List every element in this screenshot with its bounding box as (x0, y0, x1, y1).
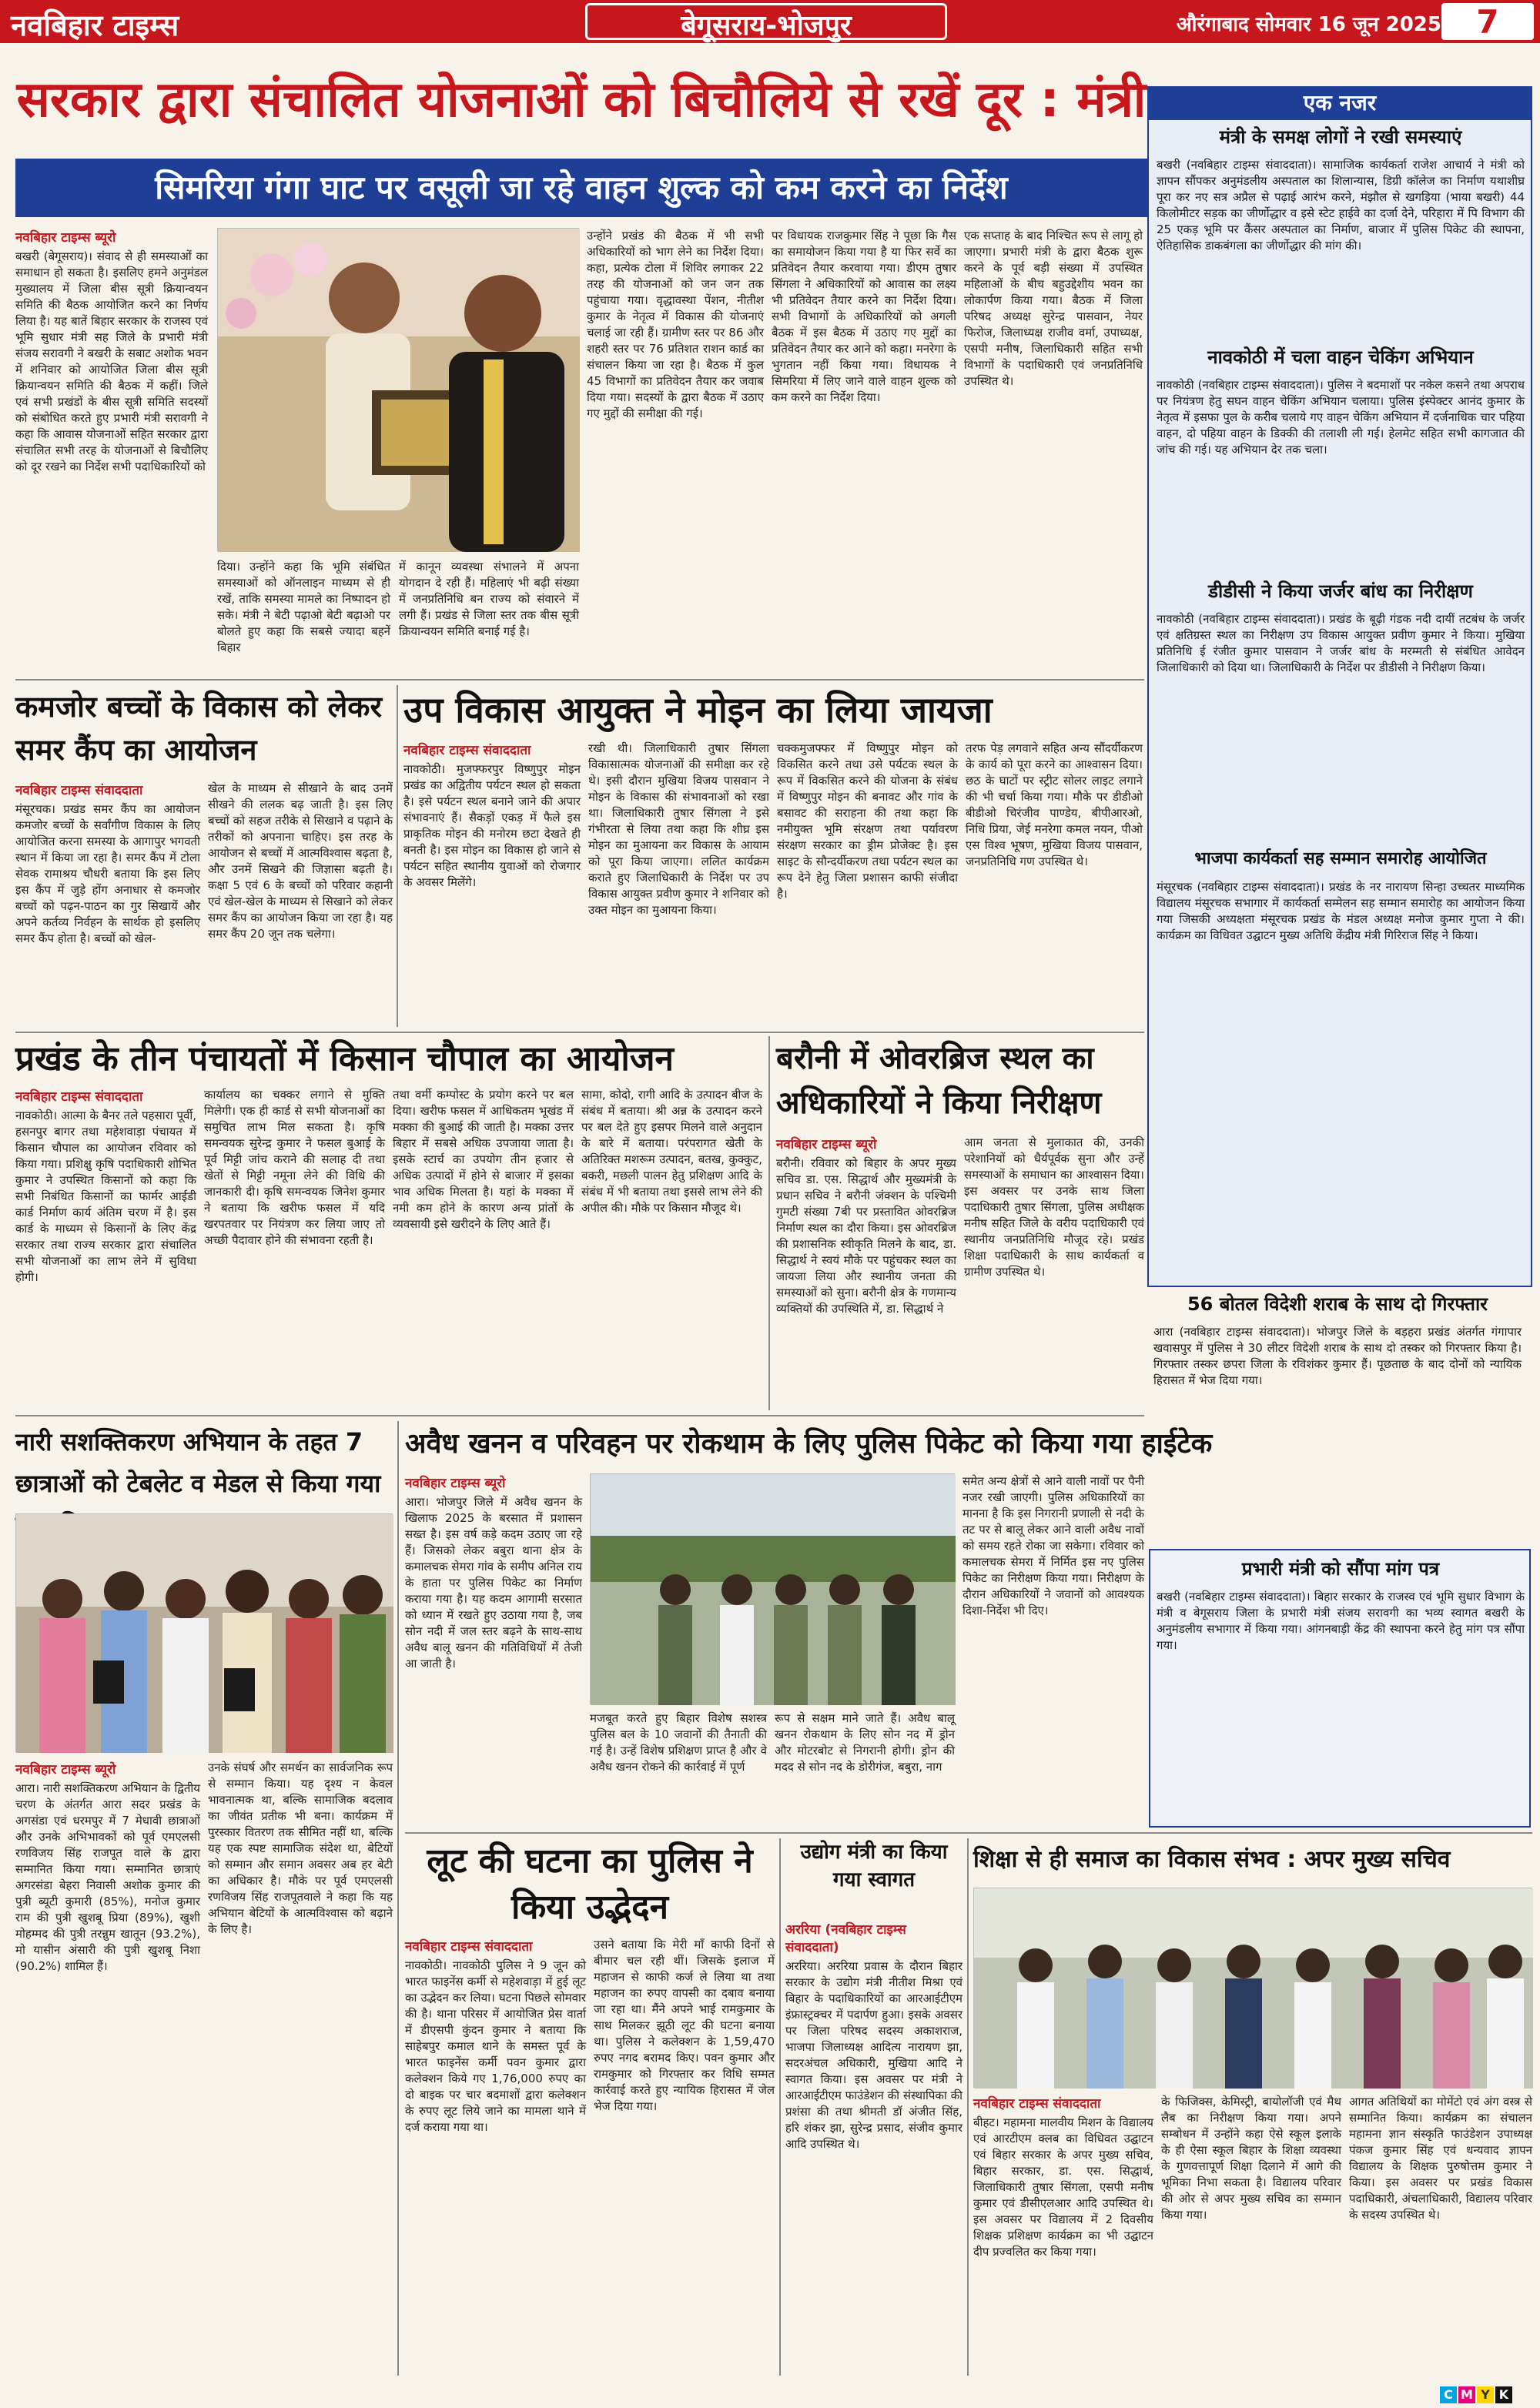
sidebar-story-2-title: नावकोठी में चला वाहन चेकिंग अभियान (1207, 346, 1474, 368)
black-mark: K (1495, 2386, 1512, 2403)
education-byline: नवबिहार टाइम्स संवाददाता (973, 2096, 1101, 2112)
lead-column-2 (217, 559, 390, 674)
sidebar-story-6-text: बखरी (नवबिहार टाइम्स संवाददाता)। बिहार सरकार के राजस्व एवं भूमि सुधार विभाग के मंत्री व बेगूसराय जिला के प्रभारी मंत्री संजय सरावगी का भव्य स्वागत बखरी के अनुमंडलीय सभागार में किया गया। आंगनबाड़ी केंद्र की स्थापना करने हेतु मांग पत्र सौंपा गया। (1157, 1590, 1525, 1652)
lead-byline: नवबिहार टाइम्स ब्यूरो (15, 230, 116, 246)
police-picket-photo-illustration (591, 1474, 956, 1705)
camp-text-2: खेल के माध्यम से सीखाने के बाद उनमें सीखने की ललक बढ़ जाती है। इस लिए बच्चों को सहज तरीके से सिखाने व पढ़ाने के तरीकों को अपनाना चाहिए। इस तरह के आयोजन से बच्चों में आत्मविश्वास बढ़ता है, और उनमें सिखने की जिज्ञासा बढ़ती है। कक्षा 5 एवं 6 के बच्चों को परिवार कहानी एवं खेल-खेल के माध्यम से सिखाने को लेकर समर कैंप का आयोजन किया जा रहा है। यह समर कैंप 20 जून तक चलेगा। (208, 781, 393, 941)
overbridge-text-2: आम जनता से मुलाकात की, उनकी परेशानियों को धैर्यपूर्वक सुना और उन्हें समस्याओं के समाधान का आश्वासन दिया। इस अवसर पर उनके साथ जिला पदाधिकारी तुषार सिंगला, पुलिस अधीक्षक मनीष सहित जिले के वरीय पदाधिकारी एवं स्थानीय जनप्रतिनिधि मौजूद रहे। प्रखंड शिक्षा पदाधिकारी के साथ कार्यकर्ता व ग्रामीण उपस्थित थे। (964, 1135, 1144, 1279)
sidebar-story-4-text: मंसूरचक (नवबिहार टाइम्स संवाददाता)। प्रखंड के नर नारायण सिन्हा उच्चतर माध्यमिक विद्यालय मंसूरचक सभागार में कार्यकर्ता सम्मेलन सह सम्मान समारोह का आयोजन किया गया जिसकी अध्यक्षता मंसूरचक प्रखंड के मंडल अध्यक्ष मनोज कुमार गुप्ता ने की। कार्यक्रम का विधिवत उद्घाटन मुख्य अतिथि केंद्रीय मंत्री गिरिराज सिंह ने किया। (1157, 880, 1525, 942)
ddc-column-4 (966, 741, 1143, 1027)
cyan-mark: C (1440, 2386, 1457, 2403)
ddc-text-4: तरफ पेड़ लगवाने सहित अन्य सौंदर्यीकरण के कार्य को पूरा करने का आश्वासन दिया। छठ के घाटों पर स्ट्रीट सोलर लाइट लगाने की भी चर्चा किया गया। मौके पर डीडीओ बीडीओ चिरंजीव पाण्डेय, बीपीआरओ, निधि प्रिया, जेई मनरेगा कमल नयन, पीओ एस विश्व भूषण, मुखिया विजय पासवान, जनप्रतिनिधि गण उपस्थित थे। (966, 741, 1143, 868)
chaupal-headline: प्रखंड के तीन पंचायतों में किसान चौपाल का आयोजन (15, 1039, 674, 1079)
loot-column-1 (405, 1937, 586, 2376)
lead-column-4 (587, 228, 764, 674)
brand-name: नवबिहार टाइम्स (11, 8, 179, 42)
ddc-text-3: चक्कमुजफ्फर में विष्णुपुर मोइन को विकसित करने तथा उसे पर्यटक स्थल के रूप में विकसित करने की योजना के संबंध में विष्णुपुर मोइन की बनावट और गांव के बसावट की सराहना की तथा कहा कि नमीयुक्त भूमि संरक्षण तथा पर्यावरण संरक्षण सरकार का ड्रीम प्रोजेक्ट है। इस साइट के सौन्दर्यीकरण तथा पर्यटन स्थल का रूप देने हेतु जिला प्रशासन काफी संजीदा है। (777, 741, 958, 901)
lead-text-5: पर विधायक राजकुमार सिंह ने पूछा कि गैस का समायोजन किया गया है या फिर सर्वे का प्रतिवेदन तैयार करवाया गया। डीएम तुषार सिंगला ने अधिकारियों को आवास का लक्ष्य भी प्रतिवेदन तैयार करने का निर्देश दिया। सभी विभागों के अधिकारियों को अगली बैठक में इस बैठक में उठाए गए मुद्दों का प्रतिवेदन तैयार कर आने को कहा। मनरेगा के भुगतान नहीं किया गया। विधायक ने सिमरिया में लिए जाने वाले वाहन शुल्क को कम करने का निर्देश दिया। (772, 229, 956, 404)
edition-title: बेगूसराय-भोजपुर (585, 3, 947, 40)
mining-column-4 (962, 1473, 1144, 1828)
divider (397, 1421, 399, 2376)
girls-column-2 (208, 1760, 393, 2376)
minister-text-1: अररिया। अररिया प्रवास के दौरान बिहार सरकार के उद्योग मंत्री नीतीश मिश्रा एवं बिहार के पदाधिकारियों का आरआईटीएम इंफ्रास्ट्रक्चर में पदार्पण हुआ। इसके अवसर पर जिला परिषद सदस्य अकाशराज, भाजपा जिलाध्यक्ष आदित्य नारायण झा, सदरअंचल अधिकारी, मुखिया आदि ने स्वागत किया। इस अवसर पर मंत्री ने आरआईटीएम फाउंडेशन की संस्थापिका की प्रशंसा की तथा श्रीमती डॉ अंजीत सिंह, हरि शंकर झा, सुरेन्द्र प्रसाद, संजीव कुमार आदि उपस्थित थे। (785, 1959, 962, 2151)
girls-photo (15, 1513, 393, 1752)
lead-headline: सरकार द्वारा संचालित योजनाओं को बिचौलिये से रखें दूर : मंत्री (16, 72, 1147, 129)
ddc-column-2 (588, 741, 769, 1027)
divider (768, 1036, 770, 1410)
chaupal-text-2: कार्यालय का चक्कर लगाने से मुक्ति मिलेगी। एक ही कार्ड से सभी योजनाओं का समुचित लाभ मिल सकता है। कृषि समन्वयक सुरेन्द्र कुमार ने फसल बुआई के पूर्व मिट्टी जांच कराने की सलाह दी तथा खेतों से मिट्टी नमूना लेने की विधि की जानकारी दी। कृषि समन्वयक जिनेश कुमार ने बताया कि खरीफ फसल में यदि खरपतवार पर नियंत्रण कर लिया जाए तो अच्छी पैदावार होने की संभावना रहती है। (204, 1088, 385, 1247)
lead-photo (217, 228, 579, 551)
sidebar-story-1-title: मंत्री के समक्ष लोगों ने रखी समस्याएं (1219, 126, 1462, 148)
divider (15, 1032, 1144, 1033)
girls-headline: नारी सशक्तिकरण अभियान के तहत 7 छात्राओं को टेबलेट व मेडल से किया गया (15, 1427, 381, 1498)
sidebar-story-2-text: नावकोठी (नवबिहार टाइम्स संवाददाता)। पुलिस ने बदमाशों पर नकेल कसने तथा अपराध पर नियंत्रण हेतु सघन वाहन चेकिंग अभियान चलाया। पुलिस इंस्पेक्टर आनंद कुमार के नेतृत्व में इसफा पुल के करीब चलाये गए वाहन चेकिंग अभियान में दर्जनाधिक चार पहिया वाहन, दो पहिया वाहन के डिक्की की तलाशी ली गई। हेलमेट सहित सभी कागजात की जांच की गई। यह अभियान देर तक चला। (1157, 378, 1525, 457)
lead-column-6 (964, 228, 1143, 674)
magenta-mark: M (1458, 2386, 1475, 2403)
girls-byline: नवबिहार टाइम्स ब्यूरो (15, 1762, 116, 1778)
mining-text-1: आरा। भोजपुर जिले में अवैध खनन के खिलाफ 2025 के बरसात में प्रशासन सख्त है। इस वर्ष कड़े कदम उठाए जा रहे हैं। जिसको लेकर बबुरा थाना क्षेत्र के कमालचक सेमरा गांव के समीप अनिल राय के हाता पर पुलिस पिकेट का निर्माण कराया गया है। यह कदम आगामी सरसात को ध्यान में रखते हुए उठाया गया है, जब सोन नदी में जल स्तर बढ़ने के साथ-साथ अवैध बालू खनन की गतिविधियों में तेजी आ जाती है। (405, 1495, 582, 1671)
lead-text-1: बखरी (बेगूसराय)। संवाद से ही समस्याओं का समाधान हो सकता है। इसलिए हमने अनुमंडल मुख्यालय में जिला बीस सूत्री क्रियान्वयन समिति की बैठक आयोजित करने का निर्णय लिया है। यह बातें बिहार सरकार के राजस्व एवं भूमि सुधार मंत्री सह जिले के प्रभारी मंत्री संजय सरावगी ने बखरी के सबाट अशोक भवन में शनिवार को आयोजित जिला बीस सूत्री क्रियान्वयन समिति की बैठक में कहीं। जिले एवं सभी प्रखंडों के बीस सूत्री समिति सदस्यों को संबोधित करते हुए प्रभारी मंत्री सरावगी ने कहा कि आवास योजनाओं सहित सरकार द्वारा संचालित सभी तरह के योजनाओं से बिचौलिए को दूर रखने का निर्देश सभी पदाधिकारियों को (15, 249, 208, 473)
girls-text-1: आरा। नारी सशक्तिकरण अभियान के द्वितीय चरण के अंतर्गत आरा सदर प्रखंड के अगसंडा एवं धरमपुर में 7 मेधावी छात्राओं और उनके अभिभावकों को पूर्व एमएलसी रणविजय सिंह राजपूत वाले के द्वारा सम्मानित किया गया। सम्मानित छात्राएं अगरसंडा बेहरा निवासी अशोक कुमार की पुत्री ब्यूटी कुमारी (85%), मनोज कुमार राम की पुत्री खुशबू प्रिया (89%), खुशी मोहम्मद की पुत्री तरन्नुम खातून (93.2%), मो यासीन अंसारी की पुत्री खुशबू निशा (90.2%) शामिल हैं। (15, 1781, 200, 1973)
education-column-2 (1161, 2094, 1341, 2376)
ddc-text-1: नावकोठी। मुजफ्फरपुर विष्णुपुर मोइन प्रखंड का अद्वितीय पर्यटन स्थल हो सकता है। इसे पर्यटन स्थल बनाने जाने की अपार संभावनाएं हैं। सैकड़ों एकड़ में फैले इस प्राकृतिक मोइन की मनोरम छटा देखते ही बनती है। इस मोइन का विकास हो जाने से पर्यटन सहित स्थानीय युवाओं को रोजगार के अवसर मिलेंगे। (403, 762, 581, 889)
divider (397, 685, 398, 1027)
overbridge-column-2 (964, 1135, 1144, 1410)
loot-column-2 (594, 1937, 775, 2376)
ddc-column-3 (777, 741, 958, 1027)
sidebar-story-1-text: बखरी (नवबिहार टाइम्स संवाददाता)। सामाजिक कार्यकर्ता राजेश आचार्य ने मंत्री को ज्ञापन सौंपकर अनुमंडलीय अस्पताल का शिलान्यास, डिग्री कॉलेज का निर्माण यथाशीघ्र पूरा कर नए सत्र अप्रैल से पढ़ाई आरंभ करने, मंझौल से खगड़िया (भाया बखरी) 44 किलोमीटर सड़क का जीर्णोद्धार व इसे स्टेट हाईवे का दर्जा देने, परिहारा में पि विभाग की 25 एकड़ भूमि पर कैंसर अस्पताल का निर्माण, बाजार में पुलिस पिकेट की स्थापना, ऐतिहासिक डाकबंगला का जीर्णोद्धार की मांग की। (1157, 158, 1525, 253)
divider (15, 679, 1144, 681)
lead-text-3: में कानून व्यवस्था संभालने में अपना योगदान दे रही हैं। महिलाएं भी बढ़ी संख्या में जनप्रतिनिधि बन राज्य को संवारने में लगी हैं। प्रखंड से जिला स्तर तक बीस सूत्री क्रियान्वयन समिति बनाई गई है। (399, 560, 579, 638)
overbridge-text-1: बरौनी। रविवार को बिहार के अपर मुख्य सचिव डा. एस. सिद्धार्थ और मुख्यमंत्री के प्रधान सचिव ने बरौनी जंक्शन के पश्चिमी गुमटी संख्या 7बी पर प्रस्तावित ओवरब्रिज निर्माण स्थल का दौरा किया। इस ओवरब्रिज की प्रशासनिक स्वीकृति मिलने के बाद, डा. सिद्धार्थ ने स्वयं मौके पर पहुंचकर स्थल का जायजा लिया और स्थानीय जनता की समस्याओं को सुना। बरौनी क्षेत्र के गणमान्य व्यक्तियों की उपस्थिति में, डा. सिद्धार्थ ने (776, 1156, 956, 1316)
minister-photo-illustration (218, 229, 580, 552)
education-text-3: आगत अतिथियों का मोमेंटो एवं अंग वस्त्र से सम्मानित किया। कार्यक्रम का संचालन महामना ज्ञान संस्कृति फाउंडेशन उपाध्यक्ष पंकज कुमार सिंह एवं धन्यवाद ज्ञापन विद्यालय के शिक्षक पुरुषोत्तम कुमार ने किया। इस अवसर पर प्रखंड विकास पदाधिकारी, अंचलाधिकारी, विद्यालय परिवार के सदस्य उपस्थित थे। (1349, 2095, 1532, 2222)
chaupal-column-1 (15, 1087, 196, 1410)
girls-text-2: उनके संघर्ष और समर्थन का सार्वजनिक रूप से सम्मान किया। यह दृश्य न केवल भावनात्मक था, बल्कि सामाजिक बदलाव का जीवंत प्रतीक भी बना। कार्यक्रम में पुरस्कार वितरण तक सीमित नहीं था, बल्कि यह एक स्पष्ट सामाजिक संदेश था, बेटियों को सम्मान और समान अवसर अब हर बेटी का अधिकार है। मौके पर पूर्व एमएलसी रणविजय सिंह राजपूतवाले ने कहा कि यह अभियान बेटियों के आत्मविश्वास को बढ़ाने के लिए है। (208, 1761, 393, 1936)
divider (405, 1832, 1532, 1834)
mining-photo (590, 1473, 955, 1704)
mining-text-2: मजबूत करते हुए बिहार विशेष सशस्त्र पुलिस बल के 10 जवानों की तैनाती की गई है। उन्हें विशेष प्रशिक्षण प्राप्त है और वे अवैध खनन रोकने की कार्रवाई में पूर्ण (590, 1711, 767, 1774)
ddc-text-2: रखी थी। जिलाधिकारी तुषार सिंगला विकासात्मक योजनाओं की समीक्षा कर रहे थे। इसी दौरान मुखिया विजय पासवान ने मोइन के विकास की संभावनाओं को रखा था। जिलाधिकारी तुषार सिंगला ने इसे गंभीरता से लिया तथा कहा कि शीघ्र इस मोइन का मुआयना कर विकास के आयाम को पूरा किया जाएगा। ललित कार्यक्रम कराते हुए जिलाधिकारी के निर्देश पर उप विकास आयुक्त प्रवीण कुमार ने शनिवार को उक्त मोइन का मुआयना किया। (588, 741, 769, 917)
camp-column-1 (15, 781, 200, 1027)
officials-photo-illustration (974, 1888, 1533, 2089)
mining-column-2 (590, 1711, 767, 1828)
mining-byline: नवबिहार टाइम्स ब्यूरो (405, 1476, 506, 1491)
yellow-mark: Y (1477, 2386, 1494, 2403)
girls-column-1 (15, 1760, 200, 2376)
lead-text-6: एक सप्ताह के बाद निश्चित रूप से लागू हो जाएगा। प्रभारी मंत्री के द्वारा बैठक शुरू करने के पूर्व बड़ी संख्या में उपस्थित महिलाओं के बीच बहुउद्देशीय भवन का लोकार्पण किया गया। बैठक में जिला परिषद अध्यक्ष सुरेन्द्र पासवान, नेयर फिरोज, जिलाध्यक्ष राजीव वर्मा, उपाध्यक्ष, एसपी मनीष, जिलाधिकारी सहित सभी विभागों के पदाधिकारी एवं जनप्रतिनिधि उपस्थित थे। (964, 229, 1143, 388)
lead-column-5 (772, 228, 956, 674)
loot-text-2: उसने बताया कि मेरी माँ काफी दिनों से बीमार चल रही थीं। जिसके इलाज में महाजन से काफी कर्ज ले लिया था तथा महाजन का रुपए वापसी का दबाव बनाया जा रहा था। मैंने अपने भाई रामकुमार के साथ मिलकर झूठी लूट की घटना बनाया था। पुलिस ने कलेक्शन के 1,59,470 रुपए नगद बरामद किए। पवन कुमार और रामकुमार को गिरफ्तार कर विधि सम्मत कार्रवाई करते हुए न्यायिक हिरासत में जेल भेज दिया गया। (594, 1938, 775, 2113)
overbridge-byline: नवबिहार टाइम्स ब्यूरो (776, 1137, 877, 1152)
education-text-2: के फिजिक्स, केमिस्ट्री, बायोलॉजी एवं मैथ लैब का निरीक्षण किया गया। अपने सम्बोधन में उन्होंने कहा ऐसे स्कूल इलाके के ही ऐसा स्कूल बिहार के शिक्षा व्यवस्था के गुणवत्तापूर्ण शिक्षा दिलाने में आगे की भूमिका निभा सकता है। विद्यालय परिवार की ओर से अपर मुख्य सचिव का सम्मान किया गया। (1161, 2095, 1341, 2222)
camp-headline: कमजोर बच्चों के विकास को लेकर समर कैंप का आयोजन (15, 690, 383, 767)
chaupal-column-3 (393, 1087, 574, 1410)
minister-headline: उद्योग मंत्री का किया गया स्वागत (800, 1841, 948, 1891)
sidebar-header: एक नजर (1147, 86, 1532, 120)
sidebar-story-3-text: नावकोठी (नवबिहार टाइम्स संवाददाता)। प्रखंड के बूढ़ी गंडक नदी दायीं तटबंध के जर्जर एवं क्षतिग्रस्त स्थल का निरीक्षण उप विकास आयुक्त प्रवीण कुमार ने किया। मुखिया प्रतिनिधि ई रंजीत कुमार पासवान ने जर्जर बांध के मरम्मती से संबंधित आवेदन जिलाधिकारी को दिया था। जिलाधिकारी के निर्देश पर डीडीसी ने निरीक्षण किया। (1157, 612, 1525, 674)
chaupal-text-4: सामा, कोदो, रागी आदि के उत्पादन बीज के संबंध में बताया। श्री अन्न के उत्पादन करने पर बल देते हुए इसपर मिलने वाले अनुदान के बारे में बताया। परंपरागत खेती के अतिरिक्त मशरूम उत्पादन, बतख, कुक्कुट, बकरी, मछली पालन हेतु प्रशिक्षण आदि के संबंध में भी बताया तथा इससे लाभ लेने की अपील की। मौके पर किसान मौजूद थे। (581, 1088, 762, 1215)
chaupal-column-2 (204, 1087, 385, 1410)
mining-column-3 (775, 1711, 955, 1828)
ddc-column-1 (403, 741, 581, 1027)
camp-byline: नवबिहार टाइम्स संवाददाता (15, 783, 143, 798)
camp-column-2 (208, 781, 393, 1027)
lead-text-4: उन्होंने प्रखंड की बैठक में भी सभी अधिकारियों को भाग लेने का निर्देश दिया। कहा, प्रत्येक टोला में शिविर लगाकर 22 तरह की योजनाओं को जन जन तक पहुंचाया गया। वृद्धावस्था पेंशन, नीतीश कुमार के नेतृत्व में विकास की योजनाएं चलाई जा रही हैं। ग्रामीण स्तर पर 86 और शहरी स्तर पर 76 प्रतिशत राशन कार्ड का संचालन किया जा रहा है। बैठक में कुल 45 विभागों का प्रतिवेदन तैयार कर जवाब दिया गया। सदस्यों के द्वारा बैठक में उठाए गए मुद्दों की समीक्षा की गई। (587, 229, 764, 420)
lead-column-3 (399, 559, 579, 674)
education-photo (973, 1888, 1532, 2088)
education-headline: शिक्षा से ही समाज का विकास संभव : अपर मुख्य सचिव (973, 1846, 1451, 1873)
mining-text-3: रूप से सक्षम माने जाते हैं। अवैध बालू खनन रोकथाम के लिए सोन नद में ड्रोन और मोटरबोट से निगरानी होगी। ड्रोन की मदद से सोन नद के डोरीगंज, बबुरा, नाग (775, 1711, 955, 1774)
divider (779, 1838, 781, 2376)
camp-text-1: मंसूरचक। प्रखंड समर कैंप का आयोजन कमजोर बच्चों के सर्वांगीण विकास के लिए आयोजित करना समस्या के आगापुर भगवती स्थान में किया जा रहा है। समर कैंप में टोला सेवक रामाश्रय चौधरी बताया कि इस लिए इस कैंप में जुड़े होंग अनाधार से कमजोर बच्चों को पढ़न-पाठन का गुर सिखायें और अपने कर्तव्य निर्वहन के सार्थक हो इसलिए समर कैंप होता है। बच्चों को खेल- (15, 802, 200, 945)
mining-text-4: समेत अन्य क्षेत्रों से आने वाली नावों पर पैनी नजर रखी जाएगी। पुलिस अधिकारियों का मानना है कि इस निगरानी प्रणाली से नदी के तट पर से बालू लेकर आने वाली अवैध नावों को समय रहते रोका जा सकेगा। रविवार को कमालचक सेमरा में निर्मित इस नए पुलिस पिकेट का निरीक्षण किया गया। निरीक्षण के दौरान अधिकारियों ने जवानों को आवश्यक दिशा-निर्देश भी दिए। (962, 1474, 1144, 1617)
lead-text-2: दिया। उन्होंने कहा कि भूमि संबंधित समस्याओं को ऑनलाइन माध्यम से ही रखें, ताकि समस्या मामले का निष्पादन हो सके। मंत्री ने बेटी पढ़ाओ बेटी बढ़ाओ पर बोलते हुए कहा कि सबसे ज्यादा बहनें बिहार (217, 560, 390, 654)
sidebar-story-6-title: प्रभारी मंत्री को सौंपा मांग पत्र (1241, 1558, 1440, 1580)
lead-subheadline: सिमरिया गंगा घाट पर वसूली जा रहे वाहन शुल्क को कम करने का निर्देश (15, 159, 1147, 217)
dateline: औरंगाबाद सोमवार 16 जून 2025 (1176, 13, 1441, 36)
minister-column-1 (785, 1920, 962, 2376)
minister-byline: अररिया (नवबिहार टाइम्स संवाददाता) (785, 1922, 906, 1955)
mining-headline: अवैध खनन व परिवहन पर रोकथाम के लिए पुलिस पिकेट को किया गया हाईटेक (405, 1428, 1213, 1460)
sidebar-story-3-title: डीडीसी ने किया जर्जर बांध का निरीक्षण (1208, 580, 1473, 602)
ddc-byline: नवबिहार टाइम्स संवाददाता (403, 743, 531, 758)
sidebar-story-4-title: भाजपा कार्यकर्ता सह सम्मान समारोह आयोजित (1194, 849, 1487, 868)
chaupal-text-3: तथा वर्मी कम्पोस्ट के प्रयोग करने पर बल दिया। खरीफ फसल में आधिकतम भूखंड में मक्का की बुआई की जाती है। मक्का उत्तर बिहार में सबसे अधिक उपजाया जाता है। इसके स्टार्च का उपयोग तीन हजार से अधिक उत्पादों में होने से बाजार में इसका भाव अधिक मिलता है। यहां के मक्का में नमी कम होने के कारण अन्य प्रांतों के व्यवसायी इसे खरीदने के लिए आते हैं। (393, 1088, 574, 1231)
divider (15, 1415, 1144, 1416)
loot-headline: लूट की घटना का पुलिस ने किया उद्भेदन (427, 1841, 753, 1927)
overbridge-headline: बरौनी में ओवरब्रिज स्थल का अधिकारियों ने किया निरीक्षण (776, 1041, 1102, 1121)
loot-text-1: नावकोठी। नावकोठी पुलिस ने 9 जून को भारत फाइनेंस कर्मी से महेशवाड़ा में हुई लूट का उद्भेदन कर लिया। घटना पिछले सोमवार की है। थाना परिसर में आयोजित प्रेस वार्ता में डीएसपी कुंदन कुमार ने बताया कि साहेबपुर कमाल थाने के समस्त पूर्व के भारत फाइनेंस कर्मी पवन कुमार द्वारा कलेक्शन किये गए 1,76,000 रुपए का दो बाइक पर चार बदमाशों द्वारा कलेक्शन के रुपए लूट लिये जाने का मामला थाने में दर्ज कराया गया था। (405, 1958, 586, 2134)
education-column-3 (1349, 2094, 1532, 2376)
education-text-1: बीहट। महामना मालवीय मिशन के विद्यालय एवं आरटीएम क्लब का विधिवत उद्घाटन एवं बिहार सरकार के अपर मुख्य सचिव, बिहार सरकार, डा. एस. सिद्धार्थ, जिलाधिकारी तुषार सिंगला, एसपी मनीष कुमार एवं डीसीएलआर आदि उपस्थित थे। इस अवसर पर विद्यालय में 2 दिवसीय शिक्षक प्रशिक्षण कार्यक्रम का भी उद्घाटन दीप प्रज्वलित कर किया गया। (973, 2115, 1153, 2259)
chaupal-byline: नवबिहार टाइम्स संवाददाता (15, 1089, 143, 1105)
chaupal-text-1: नावकोठी। आत्मा के बैनर तले पहसारा पूर्वी, हसनपुर बागर तथा महेशवाड़ा पंचायत में किसान चौपाल का आयोजन रविवार को किया गया। प्रशिक्षु कृषि पदाधिकारी शोभित कुमार ने उपस्थित किसानों को कहा कि सभी निबंधित किसानों का फार्मर आईडी कार्ड निर्माण कार्य अंतिम चरण में है। इस कार्ड के माध्यम से किसानों के लिए केंद्र सरकार तथा राज्य सरकार द्वारा संचालित सभी योजनाओं का लाभ लेने में सुविधा होगी। (15, 1109, 196, 1284)
loot-byline: नवबिहार टाइम्स संवाददाता (405, 1939, 533, 1955)
ddc-headline: उप विकास आयुक्त ने मोइन का लिया जायजा (403, 689, 993, 731)
students-photo-illustration (16, 1514, 393, 1753)
lead-column-1 (15, 228, 208, 674)
overbridge-column-1 (776, 1135, 956, 1410)
education-column-1 (973, 2094, 1153, 2376)
chaupal-column-4 (581, 1087, 762, 1410)
page-number: 7 (1441, 3, 1534, 40)
divider (967, 1838, 969, 2376)
sidebar-story-5-title: 56 बोतल विदेशी शराब के साथ दो गिरफ्तार (1187, 1293, 1488, 1315)
sidebar-story-5-text: आरा (नवबिहार टाइम्स संवाददाता)। भोजपुर जिले के बड़हरा प्रखंड अंतर्गत गंगापार खवासपुर में पुलिस ने 30 लीटर विदेशी शराब के साथ दो तस्कर को गिरफ्तार किया है। गिरफ्तार तस्कर छपरा जिला के रविशंकर कुमार हैं। पूछताछ के बाद दोनों को न्यायिक हिरासत में भेज दिया गया। (1153, 1325, 1522, 1387)
mining-column-1 (405, 1473, 582, 1828)
